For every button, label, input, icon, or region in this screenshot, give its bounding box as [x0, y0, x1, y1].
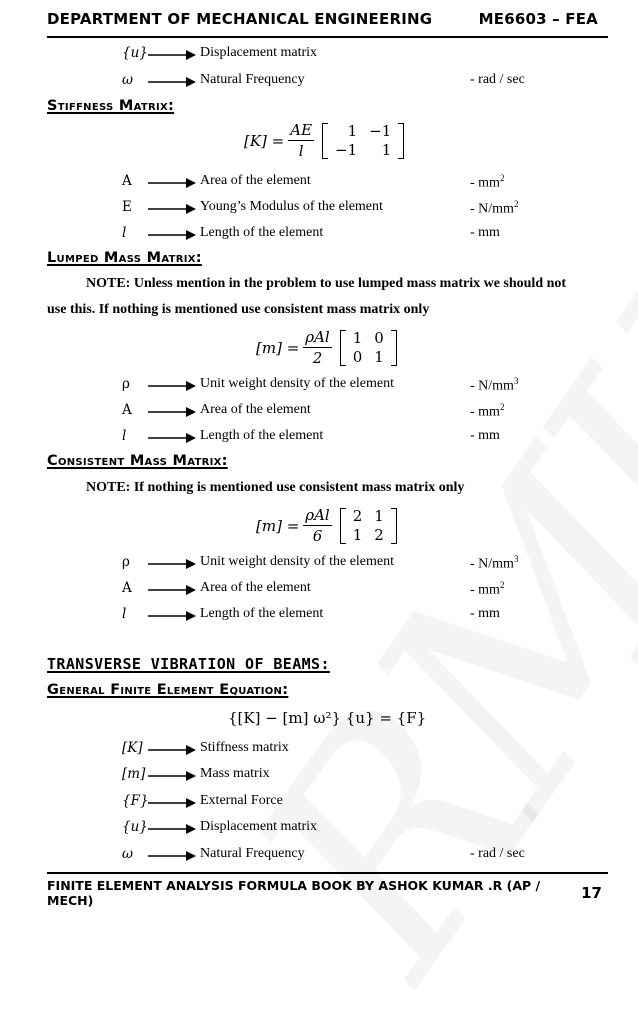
note-text: use this. If nothing is mentioned use consistent mass matrix only	[47, 302, 430, 317]
section-title-lumped: Lumped Mass Matrix:	[47, 250, 202, 266]
numerator: ρAl	[305, 506, 330, 524]
matrix-cell: 2	[374, 525, 384, 544]
description: Natural Frequency	[200, 72, 305, 87]
arrow-right-icon	[148, 611, 196, 621]
matrix-cell: −1	[369, 121, 392, 140]
stiffness-equation	[244, 121, 404, 160]
equation-lhs: [K] =	[244, 131, 285, 150]
description: Length of the element	[200, 225, 324, 240]
unit: - $N/mm^3$	[470, 554, 519, 572]
matrix-cell: 1	[347, 121, 358, 140]
symbol: {u}	[122, 819, 148, 835]
note-text: NOTE: Unless mention in the problem to use lumped mass matrix we should not	[86, 276, 567, 291]
course-code: ME6603 – FEA	[478, 10, 598, 28]
description: Stiffness matrix	[200, 740, 289, 755]
page-header	[47, 10, 608, 38]
definition-row	[0, 428, 638, 448]
unit: - rad / sec	[470, 846, 525, 861]
matrix	[340, 329, 397, 367]
denominator: 6	[312, 527, 323, 545]
symbol: E	[122, 199, 132, 215]
arrow-right-icon	[148, 798, 196, 808]
description: External Force	[200, 793, 283, 808]
matrix	[340, 507, 397, 545]
symbol: ρ	[122, 554, 130, 570]
description: Area of the element	[200, 173, 311, 188]
arrow-right-icon	[148, 50, 196, 60]
symbol: ρ	[122, 376, 130, 392]
consistent-equation	[256, 506, 397, 545]
symbol: ω	[122, 846, 134, 862]
definition-row	[0, 199, 638, 219]
matrix	[322, 122, 404, 160]
arrow-right-icon	[148, 230, 196, 240]
unit: - rad / sec	[470, 72, 525, 87]
definition-row	[0, 580, 638, 600]
fraction	[288, 121, 314, 160]
symbol: ω	[122, 72, 134, 88]
definition-row	[0, 402, 638, 422]
arrow-right-icon	[148, 559, 196, 569]
symbol: [K]	[122, 740, 143, 756]
section-title-transverse: TRANSVERSE VIBRATION OF BEAMS:	[47, 655, 330, 673]
arrow-right-icon	[148, 178, 196, 188]
description: Young’s Modulus of the element	[200, 199, 383, 214]
unit: - $mm^2$	[470, 402, 505, 420]
unit: - mm	[470, 225, 500, 240]
description: Length of the element	[200, 606, 324, 621]
note-text: NOTE: If nothing is mentioned use consistent mass matrix only	[86, 480, 465, 495]
arrow-right-icon	[148, 745, 196, 755]
definition-row	[0, 846, 638, 866]
matrix-cell: 1	[374, 506, 384, 525]
matrix-cell: 1	[381, 140, 392, 159]
definition-row	[0, 72, 638, 92]
description: Unit weight density of the element	[200, 554, 395, 569]
equation-lhs: [m] =	[256, 516, 300, 535]
unit: - $mm^2$	[470, 173, 505, 191]
symbol: A	[122, 173, 132, 189]
arrow-right-icon	[148, 407, 196, 417]
page-number: 17	[581, 884, 602, 902]
symbol: [m]	[122, 766, 146, 782]
description: Displacement matrix	[200, 45, 318, 60]
general-equation: {[K] − [m] ω²} {u} = {F}	[228, 709, 427, 727]
fraction	[303, 328, 331, 367]
description: Unit weight density of the element	[200, 376, 395, 391]
matrix-cell: 1	[374, 347, 384, 366]
unit: - $N/mm^3$	[470, 376, 519, 394]
numerator: AE	[290, 121, 313, 139]
section-title-stiffness: Stiffness Matrix:	[47, 98, 175, 114]
matrix-cell: 1	[352, 525, 363, 544]
numerator: ρAl	[305, 328, 330, 346]
description: Area of the element	[200, 580, 311, 595]
denominator: l	[298, 142, 304, 160]
symbol: {F}	[122, 793, 149, 809]
definition-row	[0, 554, 638, 574]
definition-row	[0, 225, 638, 245]
matrix-cell: 1	[352, 328, 363, 347]
definition-row	[0, 606, 638, 626]
definition-row	[0, 766, 638, 786]
equation-lhs: [m] =	[256, 338, 300, 357]
definition-row	[0, 793, 638, 813]
description: Natural Frequency	[200, 846, 305, 861]
unit: - $N/mm^2$	[470, 199, 519, 217]
denominator: 2	[312, 349, 323, 367]
lumped-equation	[256, 328, 397, 367]
section-title-consistent: Consistent Mass Matrix:	[47, 453, 228, 469]
symbol: {u}	[122, 45, 148, 61]
symbol: l	[122, 428, 127, 444]
description: Length of the element	[200, 428, 324, 443]
arrow-right-icon	[148, 585, 196, 595]
description: Mass matrix	[200, 766, 270, 781]
footer-text: FINITE ELEMENT ANALYSIS FORMULA BOOK BY ASHOK KUMAR .R (AP / MECH)	[47, 878, 541, 908]
matrix-cell: 0	[374, 328, 384, 347]
symbol: l	[122, 606, 127, 622]
arrow-right-icon	[148, 204, 196, 214]
symbol: l	[122, 225, 127, 241]
unit: - mm	[470, 428, 500, 443]
definition-row	[0, 173, 638, 193]
matrix-cell: 0	[352, 347, 363, 366]
department-title: DEPARTMENT OF MECHANICAL ENGINEERING	[47, 10, 433, 28]
arrow-right-icon	[148, 771, 196, 781]
unit: - mm	[470, 606, 500, 621]
definition-row	[0, 376, 638, 396]
section-subtitle-general-equation: General Finite Element Equation:	[47, 682, 289, 698]
arrow-right-icon	[148, 381, 196, 391]
definition-row	[0, 819, 638, 839]
matrix-cell: 2	[352, 506, 363, 525]
definition-row	[0, 740, 638, 760]
matrix-cell: −1	[335, 140, 358, 159]
arrow-right-icon	[148, 851, 196, 861]
description: Area of the element	[200, 402, 311, 417]
arrow-right-icon	[148, 433, 196, 443]
arrow-right-icon	[148, 824, 196, 834]
description: Displacement matrix	[200, 819, 318, 834]
definition-row	[0, 45, 638, 65]
symbol: A	[122, 580, 132, 596]
unit: - $mm^2$	[470, 580, 505, 598]
arrow-right-icon	[148, 77, 196, 87]
fraction	[303, 506, 331, 545]
symbol: A	[122, 402, 132, 418]
